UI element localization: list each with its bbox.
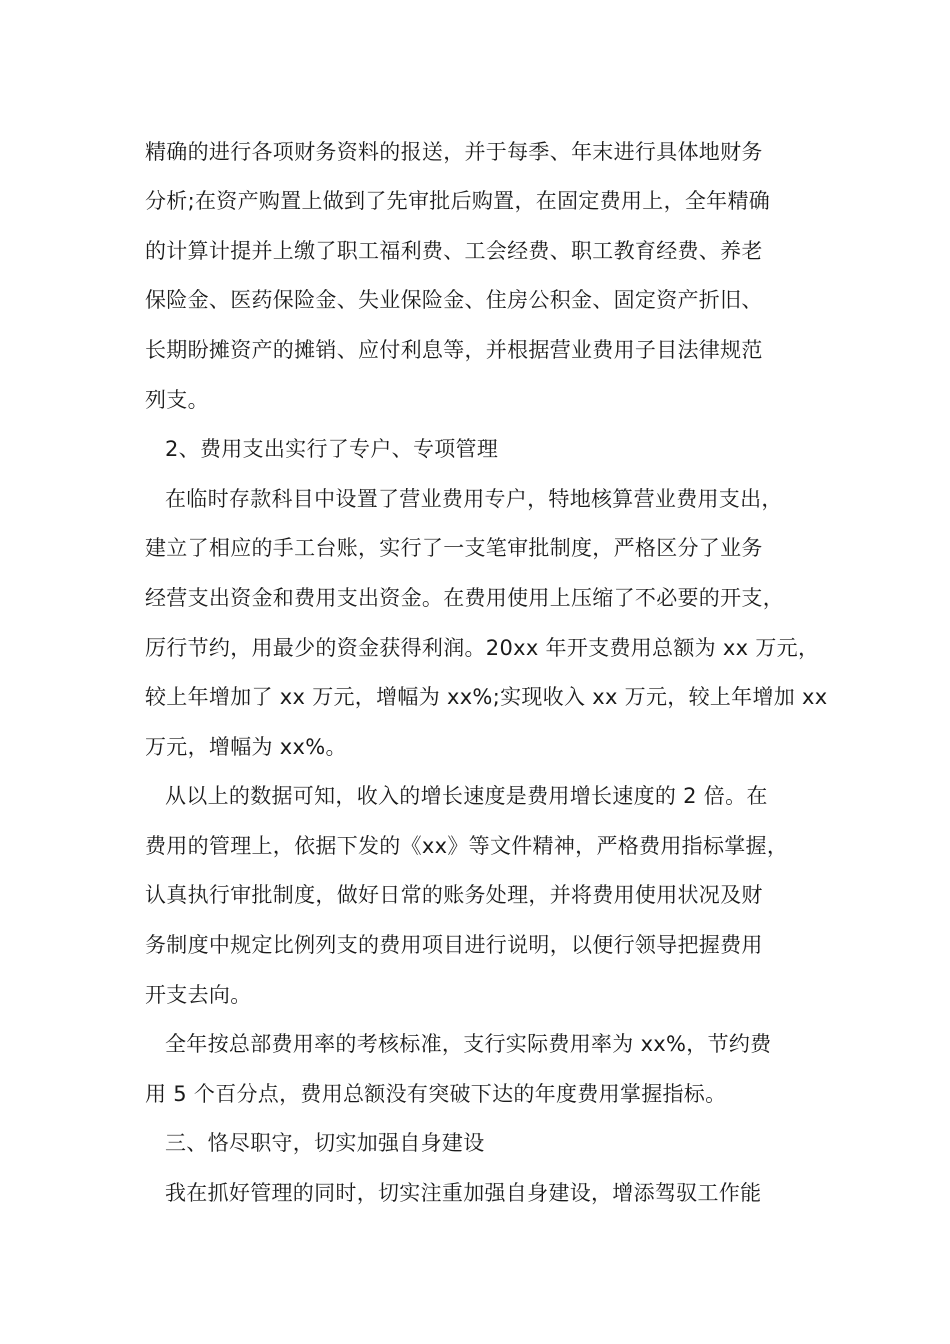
text-line-1: 精确的进行各项财务资料的报送，并于每季、年末进行具体地财务 <box>145 140 763 164</box>
text-line-18: 开支去向。 <box>145 983 252 1007</box>
text-line-19: 全年按总部费用率的考核标准，支行实际费用率为 xx%，节约费 <box>165 1032 772 1056</box>
text-line-13: 万元，增幅为 xx%。 <box>145 735 347 759</box>
text-line-5: 长期盼摊资产的摊销、应付利息等，并根据营业费用子目法律规范 <box>145 338 763 362</box>
text-line-3: 的计算计提并上缴了职工福利费、工会经费、职工教育经费、养老 <box>145 239 763 263</box>
text-line-6: 列支。 <box>145 388 209 412</box>
section-heading-3: 三、恪尽职守，切实加强自身建设 <box>165 1131 485 1155</box>
text-line-22: 我在抓好管理的同时，切实注重加强自身建设，增添驾驭工作能 <box>165 1181 762 1205</box>
text-line-17: 务制度中规定比例列支的费用项目进行说明，以便行领导把握费用 <box>145 933 763 957</box>
text-line-9: 建立了相应的手工台账，实行了一支笔审批制度，严格区分了业务 <box>145 536 763 560</box>
text-line-10: 经营支出资金和费用支出资金。在费用使用上压缩了不必要的开支， <box>145 586 784 610</box>
text-line-15: 费用的管理上，依据下发的《xx》等文件精神，严格费用指标掌握， <box>145 834 789 858</box>
text-line-16: 认真执行审批制度，做好日常的账务处理，并将费用使用状况及财 <box>145 883 763 907</box>
section-heading-2: 2、费用支出实行了专户、专项管理 <box>165 437 499 461</box>
text-line-2: 分析;在资产购置上做到了先审批后购置，在固定费用上，全年精确 <box>145 189 771 213</box>
text-line-11: 厉行节约，用最少的资金获得利润。20xx 年开支费用总额为 xx 万元， <box>145 636 820 660</box>
text-line-8: 在临时存款科目中设置了营业费用专户，特地核算营业费用支出， <box>165 487 783 511</box>
text-line-4: 保险金、医药保险金、失业保险金、住房公积金、固定资产折旧、 <box>145 288 763 312</box>
text-line-12: 较上年增加了 xx 万元，增幅为 xx%;实现收入 xx 万元，较上年增加 xx <box>145 685 828 709</box>
text-line-14: 从以上的数据可知，收入的增长速度是费用增长速度的 2 倍。在 <box>165 784 768 808</box>
text-line-20: 用 5 个百分点，费用总额没有突破下达的年度费用掌握指标。 <box>145 1082 727 1106</box>
